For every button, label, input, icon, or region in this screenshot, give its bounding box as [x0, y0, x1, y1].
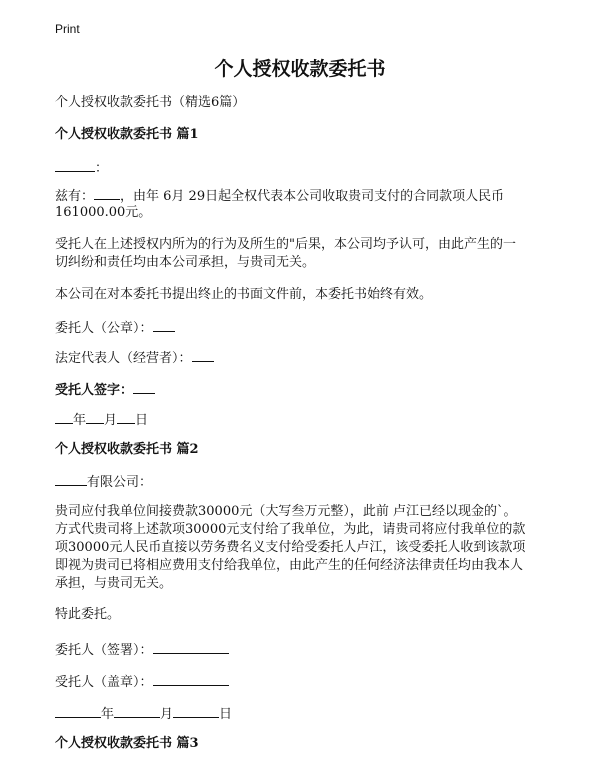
blank-line — [55, 158, 95, 172]
section-2-signature-agent: 受托人（盖章）： — [55, 672, 229, 692]
subtitle: 个人授权收款委托书（精选6篇） — [55, 95, 246, 110]
section-1-paragraph-3: 本公司在对本委托书提出终止的书面文件前，本委托书始终有效。 — [55, 287, 433, 302]
blank-line — [192, 348, 214, 362]
blank-line — [153, 318, 175, 332]
section-1-paragraph-2-cont: 切纠纷和责任均由本公司承担，与贵司无关。 — [55, 255, 316, 270]
section-3-heading: 个人授权收款委托书 篇3 — [55, 736, 199, 751]
section-1-signature-agent: 受托人签字： — [55, 380, 155, 400]
blank-line — [94, 186, 120, 200]
section-2-body-line: 项30000元人民币直接以劳务费名义支付给受委托人卢江，该受委托人收到该款项 — [55, 540, 526, 555]
section-2-signature-principal: 委托人（签署）： — [55, 640, 229, 660]
section-1-paragraph-2: 受托人在上述授权内所为的行为及所生的"后果，本公司均予认可，由此产生的一 — [55, 237, 516, 252]
section-2-closing: 特此委托。 — [55, 607, 121, 622]
blank-line — [55, 472, 87, 486]
section-2-addressee: 有限公司： — [55, 472, 152, 492]
document-title: 个人授权收款委托书 — [214, 58, 386, 80]
section-2-body-line: 承担，与贵司无关。 — [55, 576, 173, 591]
section-2-body-line: 贵司应付我单位间接费款30000元（大写叁万元整），此前 卢江已经以现金的`。 — [55, 504, 517, 519]
section-1-signature-principal: 委托人（公章）： — [55, 318, 175, 338]
section-2-heading: 个人授权收款委托书 篇2 — [55, 442, 199, 457]
section-1-paragraph-1: 兹有： ，由年 6月 29日起全权代表本公司收取贵司支付的合同款项人民币 — [55, 186, 504, 206]
section-1-date: 年 月 日 — [55, 410, 148, 430]
section-2-body-line: 方式代贵司将上述款项30000元支付给了我单位，为此，请贵司将应付我单位的款 — [55, 522, 526, 537]
blank-line — [117, 410, 135, 424]
blank-line — [114, 704, 160, 718]
section-2-body-line: 即视为贵司已将相应费用支付给我单位，由此产生的任何经济法律责任均由我本人 — [55, 558, 524, 573]
blank-line — [133, 380, 155, 394]
blank-line — [55, 410, 73, 424]
blank-line — [153, 640, 229, 654]
blank-line — [86, 410, 104, 424]
section-1-signature-representative: 法定代表人（经营者）： — [55, 348, 214, 368]
section-1-addressee: ： — [55, 158, 108, 178]
blank-line — [55, 704, 101, 718]
print-link[interactable]: Print — [55, 22, 80, 36]
blank-line — [173, 704, 219, 718]
section-1-paragraph-1-cont: 161000.00元。 — [55, 205, 152, 220]
section-1-heading: 个人授权收款委托书 篇1 — [55, 127, 199, 142]
blank-line — [153, 672, 229, 686]
section-2-date: 年 月 日 — [55, 704, 232, 724]
